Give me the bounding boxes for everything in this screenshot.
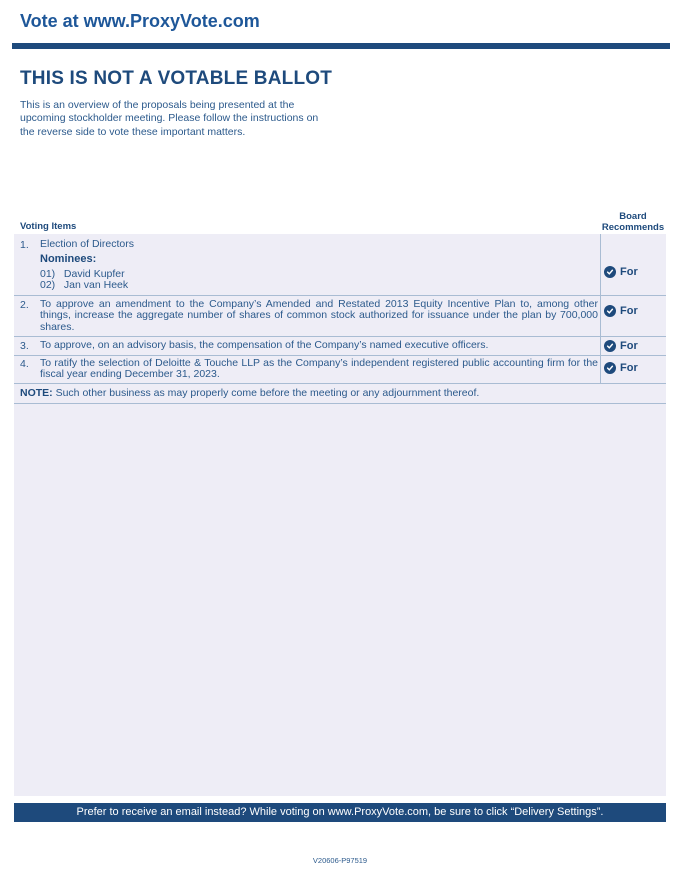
header-rule [12, 43, 670, 49]
note-label: NOTE: [20, 387, 53, 399]
intro-line: upcoming stockholder meeting. Please follow the instructions on [20, 112, 319, 125]
checkmark-icon [604, 266, 616, 278]
checkmark-icon [604, 362, 616, 374]
email-delivery-banner: Prefer to receive an email instead? While voting on www.ProxyVote.com, be sure to click “Delivery Settings”. [14, 803, 666, 822]
item-text: To ratify the selection of Deloitte & Touche LLP as the Company’s independent registered public accounting firm for the fiscal year ending December 31, 2023. [40, 357, 598, 381]
nominees-label: Nominees: [40, 253, 97, 266]
recommendation-label: For [620, 340, 638, 352]
nominee-2: 02) Jan van Heek [40, 278, 129, 291]
recommendation-label: For [620, 305, 638, 317]
voting-item-4 [14, 356, 666, 384]
note-body: Such other business as may properly come before the meeting or any adjournment thereof. [52, 387, 480, 399]
recommendation [604, 362, 638, 374]
checkmark-icon [604, 305, 616, 317]
voting-items-header: Voting Items [20, 221, 77, 232]
proxyvote-link[interactable]: Vote at www.ProxyVote.com [20, 11, 260, 31]
recommendation [604, 305, 638, 317]
item-number: 1. [20, 239, 29, 251]
document-code: V20606-P97519 [312, 856, 368, 865]
voting-item-2 [14, 296, 666, 337]
board-recommends-header [600, 212, 666, 233]
item-text: To approve an amendment to the Company’s Amended and Restated 2013 Equity Incentive Plan to, among other things, increase the aggregate number of shares of common stock authorized for issuance under the plan by 700,000 shares. [40, 298, 598, 333]
voting-item-1 [14, 234, 666, 296]
board-recommends-line1: Board [619, 211, 647, 222]
page-title: THIS IS NOT A VOTABLE BALLOT [20, 68, 333, 89]
voting-item-3 [14, 337, 666, 356]
note-text [20, 387, 479, 399]
item-text [40, 239, 598, 291]
intro-text [20, 99, 340, 139]
item-title: Election of Directors [40, 238, 134, 250]
board-recommends-line2: Recommends [601, 221, 665, 233]
recommendation [604, 340, 638, 352]
recommendation [604, 266, 638, 278]
item-number: 4. [20, 358, 29, 370]
intro-line: the reverse side to vote these important matters. [20, 125, 246, 138]
item-text: To approve, on an advisory basis, the compensation of the Company’s named executive officers. [40, 339, 489, 351]
recommendation-label: For [620, 266, 638, 278]
nominee-1: 01) David Kupfer [40, 267, 125, 280]
intro-line: This is an overview of the proposals being presented at the [20, 99, 295, 111]
checkmark-icon [604, 340, 616, 352]
recommendation-label: For [620, 362, 638, 374]
item-number: 3. [20, 340, 29, 352]
item-number: 2. [20, 299, 29, 311]
